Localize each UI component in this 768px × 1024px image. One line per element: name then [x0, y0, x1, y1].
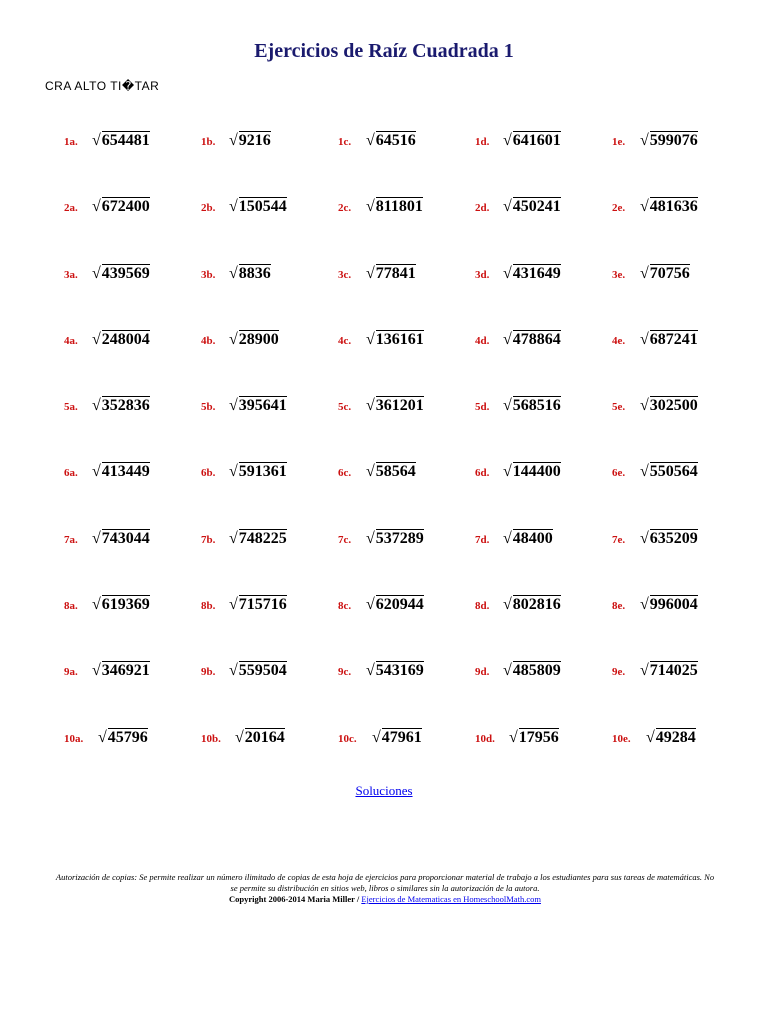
problem-item	[201, 595, 287, 614]
problem-item	[612, 529, 698, 548]
square-root-icon: √	[366, 264, 375, 282]
problem-item	[201, 396, 287, 415]
square-root-expression	[229, 330, 279, 349]
problem-label: 1e.	[612, 136, 626, 148]
problem-item	[64, 264, 150, 283]
radicand: 619369	[101, 596, 150, 614]
radicand: 9216	[238, 132, 271, 149]
problem-item	[338, 728, 422, 747]
problem-label: 1b.	[201, 136, 216, 148]
square-root-icon: √	[503, 198, 512, 216]
square-root-expression	[235, 728, 285, 747]
problem-item	[201, 728, 285, 747]
problem-item	[475, 396, 561, 415]
square-root-expression	[366, 131, 416, 150]
square-root-expression	[503, 131, 561, 150]
problem-item	[64, 462, 150, 481]
problem-item	[64, 131, 150, 150]
radicand: 395641	[238, 397, 287, 415]
square-root-expression	[503, 197, 561, 216]
copyright-line	[55, 894, 715, 905]
square-root-expression	[366, 197, 423, 216]
problem-label: 8d.	[475, 600, 490, 613]
square-root-icon: √	[229, 330, 238, 348]
exercise-grid	[64, 125, 744, 788]
problem-item	[338, 396, 424, 415]
square-root-expression	[372, 728, 422, 747]
problem-item	[201, 264, 271, 283]
radicand: 811801	[375, 198, 423, 216]
problem-item	[612, 396, 698, 415]
radicand: 478864	[512, 330, 561, 348]
radicand: 150544	[238, 198, 287, 216]
radicand: 743044	[101, 529, 150, 547]
problem-label: 9e.	[612, 666, 626, 679]
problem-label: 4a.	[64, 334, 78, 347]
radicand: 70756	[649, 264, 690, 282]
square-root-expression	[509, 728, 559, 747]
problem-row	[64, 523, 744, 589]
problem-item	[338, 264, 416, 283]
square-root-expression	[366, 529, 424, 548]
square-root-icon: √	[640, 463, 649, 481]
radicand: 28900	[238, 330, 279, 348]
problem-row	[64, 722, 744, 788]
radicand: 635209	[649, 529, 698, 547]
problem-item	[475, 661, 561, 680]
radicand: 302500	[649, 397, 698, 415]
square-root-icon: √	[92, 198, 101, 216]
radicand: 537289	[375, 529, 424, 547]
problem-item	[201, 462, 287, 481]
problem-label: 7d.	[475, 533, 490, 546]
problem-item	[612, 264, 690, 283]
radicand: 20164	[244, 728, 285, 746]
problem-item	[64, 728, 148, 747]
radicand: 8836	[238, 264, 271, 282]
square-root-expression	[92, 131, 150, 150]
square-root-icon: √	[640, 264, 649, 282]
problem-item	[612, 131, 698, 150]
problem-label: 2a.	[64, 202, 78, 215]
problem-label: 2d.	[475, 202, 490, 215]
square-root-expression	[229, 661, 287, 680]
problem-label: 5b.	[201, 401, 216, 414]
problem-item	[338, 529, 424, 548]
problem-label: 10c.	[338, 732, 357, 745]
problem-item	[64, 330, 150, 349]
square-root-expression	[92, 661, 150, 680]
square-root-icon: √	[503, 330, 512, 348]
radicand: 413449	[101, 463, 150, 481]
square-root-icon: √	[503, 264, 512, 282]
square-root-icon: √	[503, 397, 512, 415]
problem-item	[64, 197, 150, 216]
radicand: 620944	[375, 596, 424, 614]
radicand: 136161	[375, 330, 424, 348]
problem-label: 2e.	[612, 202, 626, 215]
problem-row	[64, 456, 744, 522]
radicand: 439569	[101, 264, 150, 282]
page-title: Ejercicios de Raíz Cuadrada 1	[254, 40, 514, 62]
square-root-icon: √	[366, 596, 375, 614]
square-root-icon: √	[229, 662, 238, 680]
problem-label: 4c.	[338, 334, 352, 347]
problem-label: 6b.	[201, 467, 216, 480]
problem-item	[475, 529, 553, 548]
radicand: 599076	[649, 132, 698, 149]
problem-label: 8e.	[612, 600, 626, 613]
problem-item	[475, 595, 561, 614]
problem-label: 8c.	[338, 600, 352, 613]
problem-item	[201, 197, 287, 216]
problem-label: 5a.	[64, 401, 78, 414]
problem-item	[612, 462, 698, 481]
radicand: 352836	[101, 397, 150, 415]
square-root-icon: √	[229, 463, 238, 481]
problem-label: 1c.	[338, 136, 352, 148]
square-root-icon: √	[229, 397, 238, 415]
copy-permission-notice: Autorización de copias: Se permite realizar un número ilimitado de copias de esta hoja de ejercicios para proporcionar material de trabajo a los estudiantes para sus tareas de matemáticas. No se permite su distribución en sitios web, libros o similares sin la autorización de la autora.	[55, 872, 715, 893]
problem-label: 3d.	[475, 268, 490, 281]
problem-item	[612, 330, 698, 349]
radicand: 568516	[512, 397, 561, 415]
problem-item	[475, 330, 561, 349]
square-root-icon: √	[503, 596, 512, 614]
square-root-expression	[229, 529, 287, 548]
radicand: 58564	[375, 463, 416, 481]
square-root-expression	[640, 264, 690, 283]
square-root-icon: √	[509, 728, 518, 746]
square-root-expression	[503, 595, 561, 614]
problem-item	[612, 661, 698, 680]
solutions-link[interactable]: Soluciones	[355, 783, 413, 798]
problem-item	[201, 661, 287, 680]
square-root-expression	[92, 529, 150, 548]
problem-label: 7b.	[201, 533, 216, 546]
square-root-icon: √	[503, 132, 512, 149]
radicand: 559504	[238, 662, 287, 680]
square-root-expression	[646, 728, 696, 747]
problem-item	[338, 197, 423, 216]
radicand: 48400	[512, 529, 553, 547]
radicand: 485809	[512, 662, 561, 680]
square-root-icon: √	[640, 330, 649, 348]
problem-item	[64, 396, 150, 415]
square-root-expression	[640, 197, 698, 216]
solutions-link-wrapper	[0, 783, 768, 799]
square-root-expression	[92, 396, 150, 415]
square-root-expression	[640, 396, 698, 415]
problem-label: 3e.	[612, 268, 626, 281]
square-root-icon: √	[366, 330, 375, 348]
square-root-expression	[366, 330, 424, 349]
subheader: CRA ALTO TI�TAR	[45, 79, 160, 93]
square-root-icon: √	[366, 463, 375, 481]
radicand: 672400	[101, 198, 150, 216]
square-root-icon: √	[92, 529, 101, 547]
square-root-icon: √	[92, 662, 101, 680]
problem-row	[64, 589, 744, 655]
problem-label: 6e.	[612, 467, 626, 480]
square-root-expression	[503, 661, 561, 680]
radicand: 64516	[375, 132, 416, 149]
copyright-text: Copyright 2006-2014 Maria Miller /	[229, 894, 360, 904]
problem-row	[64, 390, 744, 456]
problem-label: 5c.	[338, 401, 352, 414]
square-root-expression	[366, 396, 424, 415]
square-root-expression	[98, 728, 148, 747]
square-root-expression	[503, 264, 561, 283]
square-root-expression	[640, 330, 698, 349]
problem-item	[201, 131, 271, 150]
square-root-icon: √	[235, 728, 244, 746]
radicand: 248004	[101, 330, 150, 348]
radicand: 543169	[375, 662, 424, 680]
square-root-icon: √	[92, 596, 101, 614]
problem-item	[475, 728, 559, 747]
problem-label: 9c.	[338, 666, 352, 679]
problem-label: 6a.	[64, 467, 78, 480]
radicand: 714025	[649, 662, 698, 680]
radicand: 45796	[107, 728, 148, 746]
square-root-expression	[640, 462, 698, 481]
problem-label: 9b.	[201, 666, 216, 679]
square-root-icon: √	[503, 463, 512, 481]
square-root-icon: √	[92, 330, 101, 348]
problem-item	[338, 131, 416, 150]
square-root-icon: √	[92, 264, 101, 282]
problem-label: 5e.	[612, 401, 626, 414]
radicand: 361201	[375, 397, 424, 415]
problem-label: 10b.	[201, 732, 221, 745]
square-root-expression	[229, 595, 287, 614]
radicand: 748225	[238, 529, 287, 547]
problem-item	[338, 462, 416, 481]
radicand: 641601	[512, 132, 561, 149]
square-root-icon: √	[229, 264, 238, 282]
problem-row	[64, 655, 744, 721]
square-root-expression	[229, 462, 287, 481]
problem-item	[338, 661, 424, 680]
square-root-expression	[229, 131, 271, 150]
square-root-expression	[366, 595, 424, 614]
square-root-expression	[92, 264, 150, 283]
square-root-expression	[92, 595, 150, 614]
problem-item	[612, 197, 698, 216]
footer	[55, 872, 715, 905]
square-root-icon: √	[92, 463, 101, 481]
problem-item	[64, 661, 150, 680]
square-root-expression	[229, 396, 287, 415]
problem-label: 4e.	[612, 334, 626, 347]
problem-label: 4b.	[201, 334, 216, 347]
problem-item	[338, 595, 424, 614]
radicand: 481636	[649, 198, 698, 216]
problem-label: 5d.	[475, 401, 490, 414]
square-root-icon: √	[372, 728, 381, 746]
square-root-icon: √	[640, 132, 649, 149]
square-root-expression	[229, 197, 287, 216]
square-root-icon: √	[366, 132, 375, 149]
radicand: 77841	[375, 264, 416, 282]
square-root-icon: √	[92, 132, 101, 149]
radicand: 715716	[238, 596, 287, 614]
radicand: 654481	[101, 132, 150, 149]
square-root-icon: √	[366, 529, 375, 547]
square-root-icon: √	[229, 529, 238, 547]
problem-item	[475, 264, 561, 283]
problem-label: 1a.	[64, 136, 78, 148]
problem-label: 6c.	[338, 467, 352, 480]
problem-item	[338, 330, 424, 349]
problem-item	[612, 595, 698, 614]
square-root-expression	[503, 330, 561, 349]
radicand: 17956	[518, 728, 559, 746]
problem-row	[64, 191, 744, 257]
problem-item	[64, 529, 150, 548]
radicand: 687241	[649, 330, 698, 348]
radicand: 996004	[649, 596, 698, 614]
square-root-expression	[92, 330, 150, 349]
square-root-icon: √	[98, 728, 107, 746]
square-root-expression	[366, 264, 416, 283]
square-root-icon: √	[646, 728, 655, 746]
square-root-expression	[640, 661, 698, 680]
problem-label: 3b.	[201, 268, 216, 281]
radicand: 550564	[649, 463, 698, 481]
square-root-icon: √	[366, 662, 375, 680]
square-root-icon: √	[640, 662, 649, 680]
square-root-icon: √	[640, 397, 649, 415]
square-root-icon: √	[229, 596, 238, 614]
problem-label: 10e.	[612, 732, 631, 745]
square-root-icon: √	[503, 662, 512, 680]
square-root-expression	[640, 595, 698, 614]
square-root-icon: √	[229, 198, 238, 216]
radicand: 450241	[512, 198, 561, 216]
square-root-expression	[503, 529, 553, 548]
problem-label: 9d.	[475, 666, 490, 679]
problem-label: 8b.	[201, 600, 216, 613]
problem-item	[475, 131, 561, 150]
square-root-icon: √	[229, 132, 238, 149]
radicand: 346921	[101, 662, 150, 680]
square-root-icon: √	[92, 397, 101, 415]
problem-label: 1d.	[475, 136, 490, 148]
square-root-expression	[503, 462, 561, 481]
problem-label: 8a.	[64, 600, 78, 613]
problem-item	[475, 197, 561, 216]
square-root-expression	[503, 396, 561, 415]
problem-row	[64, 258, 744, 324]
radicand: 49284	[655, 728, 696, 746]
radicand: 802816	[512, 596, 561, 614]
problem-label: 3a.	[64, 268, 78, 281]
square-root-expression	[92, 462, 150, 481]
square-root-expression	[366, 462, 416, 481]
square-root-icon: √	[640, 529, 649, 547]
problem-row	[64, 125, 744, 191]
problem-label: 7a.	[64, 533, 78, 546]
square-root-icon: √	[366, 198, 375, 216]
square-root-icon: √	[640, 596, 649, 614]
problem-item	[475, 462, 561, 481]
square-root-expression	[366, 661, 424, 680]
problem-row	[64, 324, 744, 390]
problem-item	[201, 529, 287, 548]
problem-label: 2c.	[338, 202, 352, 215]
problem-label: 7e.	[612, 533, 626, 546]
problem-label: 4d.	[475, 334, 490, 347]
problem-label: 10a.	[64, 732, 84, 745]
square-root-icon: √	[366, 397, 375, 415]
square-root-icon: √	[640, 198, 649, 216]
problem-item	[64, 595, 150, 614]
problem-label: 7c.	[338, 533, 352, 546]
problem-label: 3c.	[338, 268, 352, 281]
radicand: 591361	[238, 463, 287, 481]
square-root-expression	[229, 264, 271, 283]
radicand: 47961	[381, 728, 422, 746]
radicand: 144400	[512, 463, 561, 481]
problem-item	[201, 330, 279, 349]
homeschoolmath-link[interactable]: Ejercicios de Matematicas en HomeschoolMath.com	[361, 894, 541, 904]
problem-item	[612, 728, 696, 747]
radicand: 431649	[512, 264, 561, 282]
problem-label: 10d.	[475, 732, 495, 745]
square-root-icon: √	[503, 529, 512, 547]
problem-label: 2b.	[201, 202, 216, 215]
problem-label: 6d.	[475, 467, 490, 480]
square-root-expression	[640, 529, 698, 548]
square-root-expression	[92, 197, 150, 216]
square-root-expression	[640, 131, 698, 150]
problem-label: 9a.	[64, 666, 78, 679]
